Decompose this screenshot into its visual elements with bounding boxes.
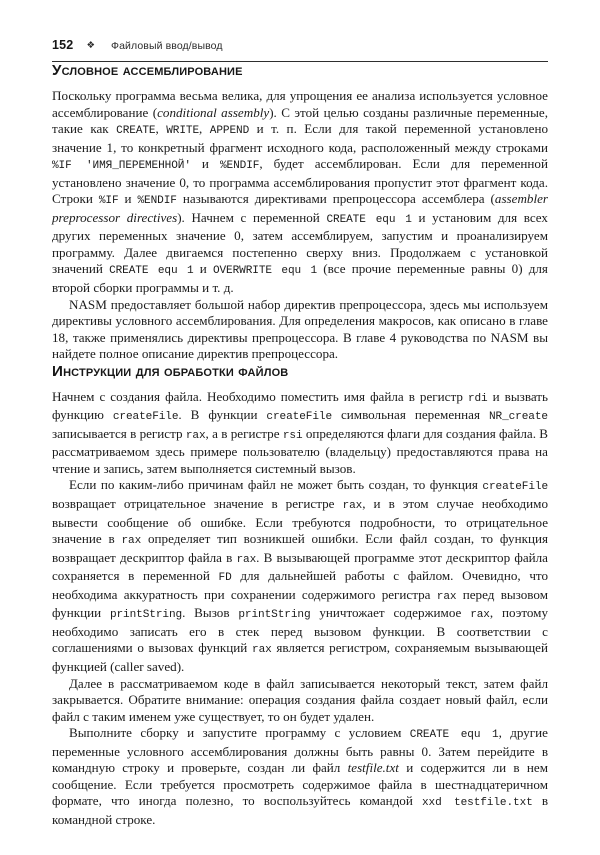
inline-code: rax (342, 500, 363, 513)
inline-code: CREATE equ 1 (109, 265, 194, 278)
inline-code: rdi (467, 392, 488, 405)
page-number: 152 (52, 38, 74, 52)
inline-code: printString (238, 609, 311, 622)
inline-code: %IF 'ИМЯ_ПЕРЕМЕННОЙ' (52, 160, 191, 173)
inline-code: printString (109, 609, 183, 622)
inline-code: FD (218, 572, 232, 585)
section-heading: Инструкции для обработки файлов (52, 362, 289, 380)
italic-term: conditional assembly (157, 104, 270, 120)
chapter-title: Файловый ввод/вывод (111, 40, 223, 52)
inline-code: %IF (98, 195, 119, 208)
page-body (52, 62, 548, 828)
inline-code: WRITE (166, 125, 200, 138)
body-paragraph: NASM предоставляет большой набор директив препроцессора, здесь мы используем директивы условного ассемблирования. Для определения макросов, как описано в главе 18, также применялись директивы препроцессора. В главе 4 руководства по NASM вы найдете полное описание директив препроцессора. (52, 296, 548, 362)
inline-code: rax (252, 644, 272, 657)
inline-code: createFile (266, 411, 332, 424)
body-paragraph: Если по каким-либо причинам файл не может быть создан, то функция createFile возвращает отрицательное значение в регистре rax, и в этом случае необходимо вывести сообщение об ошибке. Если требуются подробности, то отрицательное значение в rax определяет тип возникшей ошибки. Если файл создан, то функция возвращает дескриптор файла в rax. В вызывающей программе этот дескриптор файла сохраняется в переменной FD для дальнейшей работы с файлом. Очевидно, что необходима аккуратность при сохранении содержимого регистра rax перед вызовом функции printString. Вызов printString уничтожает содержимое rax, поэтому необходимо записать его в стек перед вызовом функции. В соответствии с соглашениями о вызовах функций rax является регистром, сохраняемым вызывающей функцией (caller saved). (52, 477, 548, 674)
inline-code: rax (470, 609, 490, 622)
inline-code: xxd testfile.txt (421, 797, 533, 810)
running-head (52, 38, 548, 58)
inline-code: APPEND (209, 125, 250, 138)
body-paragraph: Выполните сборку и запустите программу с условием CREATE equ 1, другие переменные условного ассемблирования должны быть равны 0. Затем перейдите в командную строку и проверьте, создан ли файл testfile.txt и содержится ли в нем сообщение. Если требуется просмотреть содержимое файла в шестнадцатеричном формате, что иногда полезно, то воспользуйтесь командой xxd testfile.txt в командной строке. (52, 725, 549, 827)
inline-code: rax (121, 535, 142, 548)
inline-code: rax (236, 553, 257, 566)
inline-code: OVERWRITE equ 1 (212, 265, 318, 278)
inline-code: rax (436, 590, 457, 603)
body-paragraph: Поскольку программа весьма велика, для упрощения ее анализа используется условное ассемблирование (conditional assembly). С этой целью созданы различные переменные, такие как CREATE, WRITE, APPEND и т. п. Если для такой переменной установлено значение 1, то конкретный фрагмент исходного кода, расположенный между строками %IF 'ИМЯ_ПЕРЕМЕННОЙ' и %ENDIF, будет ассемблирован. Если для переменной установлено значение 0, то программа ассемблирования пропустит этот фрагмент кода. Строки %IF и %ENDIF называются директивами препроцессора ассемблера (assembler preprocessor directives). Начнем с переменной CREATE equ 1 и установим для всех других переменных значение 0, затем ассемблируем, запустим и проанализируем программу. Далее двигаемся постепенно сверху вниз. Продолжаем с установкой значений CREATE equ 1 и OVERWRITE equ 1 (все прочие переменные равны 0) для второй сборки программы и т. д. (52, 88, 549, 296)
section-heading: Условное ассемблирование (52, 62, 243, 79)
italic-term: testfile.txt (347, 760, 399, 776)
body-paragraph: Далее в рассматриваемом коде в файл записывается некоторый текст, затем файл закрывается. Обратите внимание: операция создания файла создает новый файл, если файл с таким именем уже существует, то он будет удален. (52, 675, 548, 724)
inline-code: %ENDIF (137, 195, 177, 208)
inline-code: CREATE (116, 125, 156, 138)
inline-code: createFile (112, 411, 179, 424)
inline-code: CREATE equ 1 (326, 213, 412, 226)
inline-code: CREATE equ 1 (409, 729, 499, 742)
inline-code: %ENDIF (219, 160, 260, 173)
inline-code: rax (185, 429, 206, 442)
inline-code: NR_create (488, 411, 548, 424)
inline-code: rsi (282, 429, 303, 442)
body-paragraph: Начнем с создания файла. Необходимо поместить имя файла в регистр rdi и вызвать функцию createFile. В функции createFile символьная переменная NR_create записывается в регистр rax, а в регистре rsi определяются флаги для создания файла. В рассматриваемом здесь примере пользователю (владельцу) предоставляются права на чтение и запись, затем выполняется системный вызов. (52, 388, 548, 476)
inline-code: createFile (482, 481, 548, 494)
diamond-ornament-icon: ❖ (86, 40, 95, 51)
italic-term: assembler preprocessor directives (52, 191, 548, 225)
